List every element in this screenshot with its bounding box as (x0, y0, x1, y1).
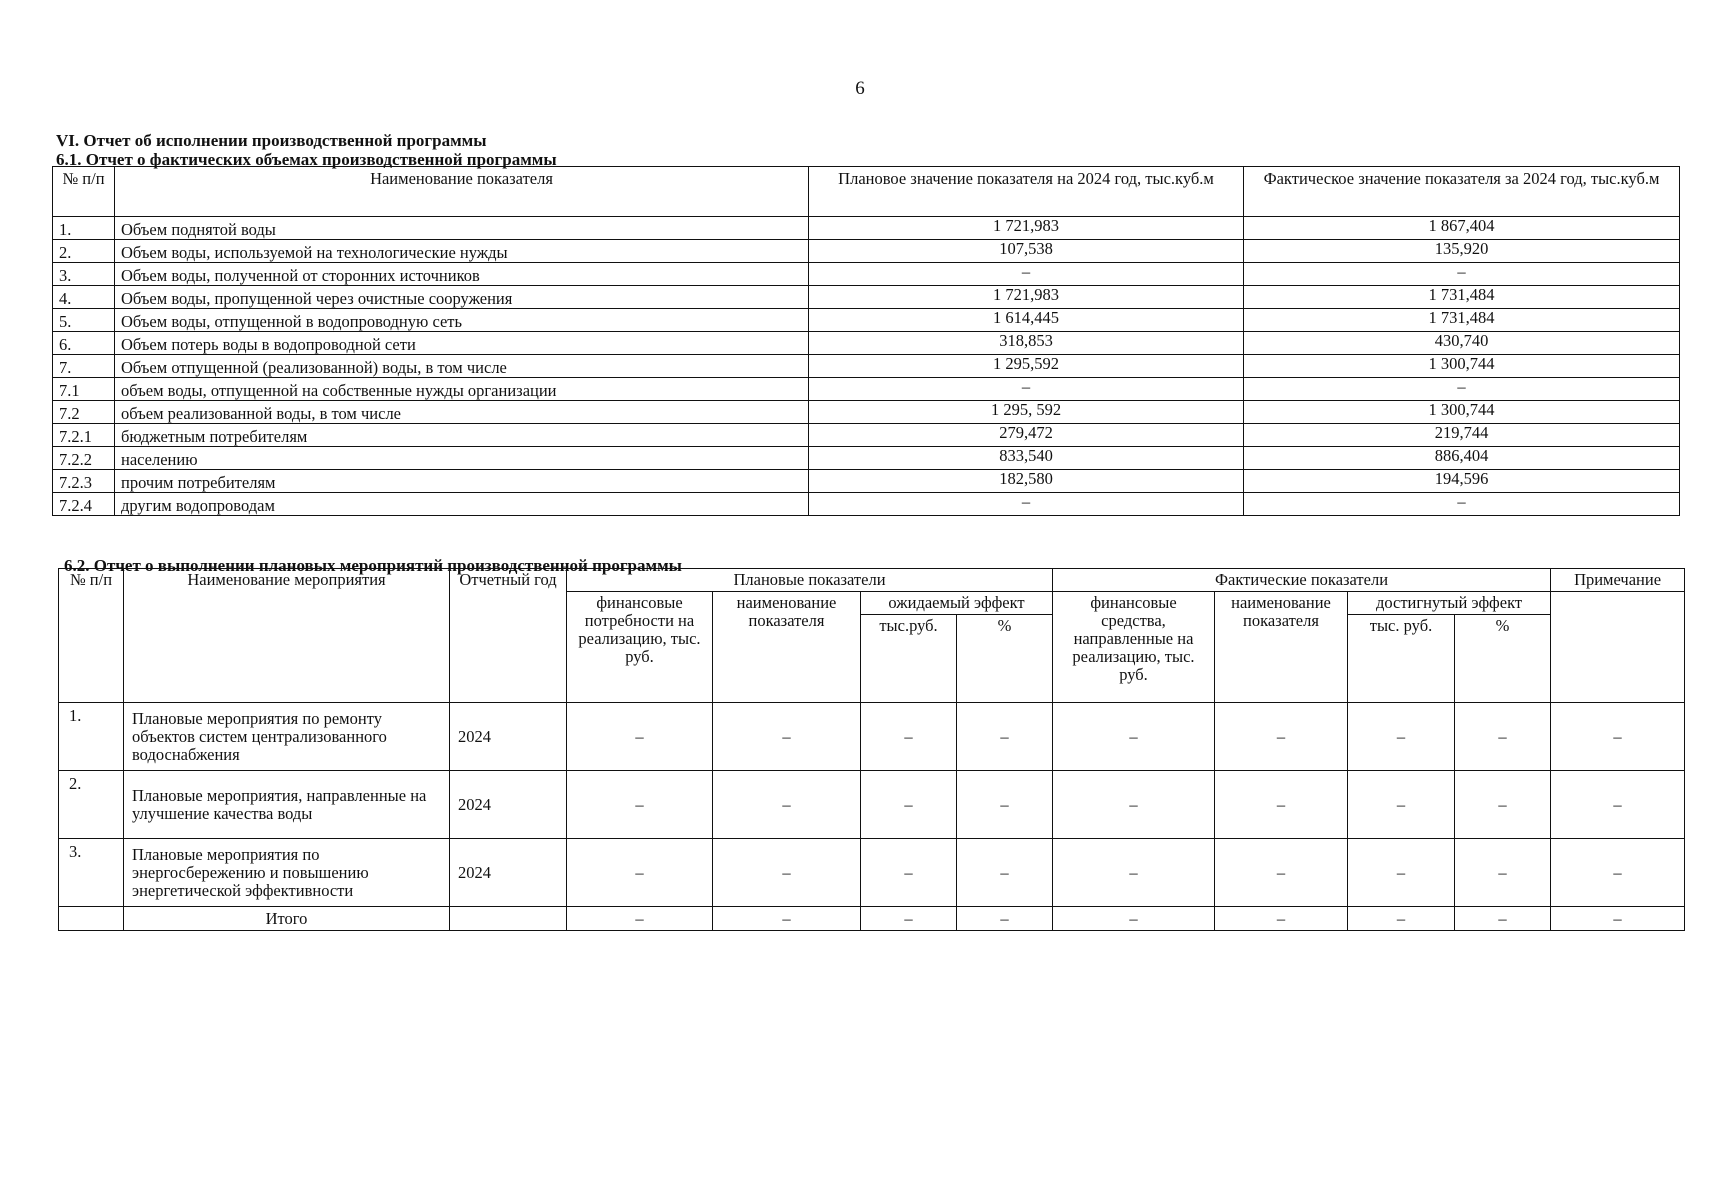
plan-fin-cell: – (567, 771, 713, 839)
header-fact-effect-rub: тыс. руб. (1348, 615, 1455, 703)
fact-value: – (1244, 493, 1680, 516)
plan-value: 182,580 (809, 470, 1244, 493)
row-num: 7.2.3 (53, 470, 115, 493)
header-plan-effect: ожидаемый эффект (861, 592, 1053, 615)
row-num: 6. (53, 332, 115, 355)
header-indicator-name: Наименование показателя (115, 167, 809, 217)
row-num: 7.2 (53, 401, 115, 424)
measure-name: Плановые мероприятия по энергосбережению и повышению энергетической эффективности (124, 839, 450, 907)
plan-value: 279,472 (809, 424, 1244, 447)
indicator-name: Объем воды, используемой на технологические нужды (115, 240, 809, 263)
table-row (53, 217, 1680, 240)
fact-fin-cell: – (1053, 703, 1215, 771)
total-plan-indicator-cell: – (713, 907, 861, 931)
fact-fin-cell: – (1053, 839, 1215, 907)
plan-effect-rub-cell: – (861, 771, 957, 839)
header-num: № п/п (53, 167, 115, 217)
fact-value: 219,744 (1244, 424, 1680, 447)
fact-indicator-cell: – (1215, 839, 1348, 907)
total-num-empty (59, 907, 124, 931)
indicator-name: Объем воды, отпущенной в водопроводную сеть (115, 309, 809, 332)
row-num: 2. (59, 771, 124, 839)
note-cell: – (1551, 703, 1685, 771)
total-fact-indicator-cell: – (1215, 907, 1348, 931)
row-num: 1. (53, 217, 115, 240)
table-row (59, 703, 1685, 771)
report-year: 2024 (450, 771, 567, 839)
subsection-1-title: 6.1. Отчет о фактических объемах производственной программы (56, 150, 557, 169)
table-row (53, 401, 1680, 424)
fact-effect-pct-cell: – (1455, 839, 1551, 907)
header-fact-effect: достигнутый эффект (1348, 592, 1551, 615)
fact-effect-rub-cell: – (1348, 771, 1455, 839)
note-cell: – (1551, 771, 1685, 839)
plan-value: 107,538 (809, 240, 1244, 263)
plan-effect-rub-cell: – (861, 839, 957, 907)
row-num: 2. (53, 240, 115, 263)
indicator-name: Объем воды, пропущенной через очистные сооружения (115, 286, 809, 309)
plan-effect-pct-cell: – (957, 839, 1053, 907)
header-plan-effect-rub: тыс.руб. (861, 615, 957, 703)
row-num: 7.2.4 (53, 493, 115, 516)
fact-effect-pct-cell: – (1455, 703, 1551, 771)
indicator-name: объем воды, отпущенной на собственные нужды организации (115, 378, 809, 401)
header-plan-group: Плановые показатели (567, 569, 1053, 592)
fact-value: 1 731,484 (1244, 309, 1680, 332)
indicator-name: Объем потерь воды в водопроводной сети (115, 332, 809, 355)
fact-value: – (1244, 378, 1680, 401)
plan-value: – (809, 378, 1244, 401)
indicator-name: Объем воды, полученной от сторонних источников (115, 263, 809, 286)
plan-fin-cell: – (567, 703, 713, 771)
indicator-name: населению (115, 447, 809, 470)
header-fact-group: Фактические показатели (1053, 569, 1551, 592)
fact-value: 194,596 (1244, 470, 1680, 493)
note-cell: – (1551, 839, 1685, 907)
fact-value: 1 300,744 (1244, 355, 1680, 378)
plan-effect-rub-cell: – (861, 703, 957, 771)
table-row (53, 240, 1680, 263)
plan-value: 833,540 (809, 447, 1244, 470)
table-row (53, 424, 1680, 447)
report-year: 2024 (450, 703, 567, 771)
fact-indicator-cell: – (1215, 703, 1348, 771)
header-note-empty (1551, 592, 1685, 703)
table-row (53, 263, 1680, 286)
table-row (53, 447, 1680, 470)
total-fact-effect-pct-cell: – (1455, 907, 1551, 931)
production-volumes-table (52, 166, 1680, 516)
header-note: Примечание (1551, 569, 1685, 592)
plan-effect-pct-cell: – (957, 703, 1053, 771)
total-row (59, 907, 1685, 931)
plan-value: 1 295,592 (809, 355, 1244, 378)
plan-effect-pct-cell: – (957, 771, 1053, 839)
row-num: 5. (53, 309, 115, 332)
table-row (53, 378, 1680, 401)
fact-indicator-cell: – (1215, 771, 1348, 839)
header-num: № п/п (59, 569, 124, 703)
header-report-year: Отчетный год (450, 569, 567, 703)
plan-value: 1 721,983 (809, 286, 1244, 309)
plan-value: 1 721,983 (809, 217, 1244, 240)
table-row (53, 332, 1680, 355)
fact-value: 135,920 (1244, 240, 1680, 263)
header-measure-name: Наименование мероприятия (124, 569, 450, 703)
indicator-name: Объем поднятой воды (115, 217, 809, 240)
fact-fin-cell: – (1053, 771, 1215, 839)
table-row (53, 309, 1680, 332)
plan-value: 318,853 (809, 332, 1244, 355)
total-plan-effect-pct-cell: – (957, 907, 1053, 931)
section-title: VI. Отчет об исполнении производственной программы (56, 131, 487, 150)
fact-effect-pct-cell: – (1455, 771, 1551, 839)
total-fact-effect-rub-cell: – (1348, 907, 1455, 931)
fact-value: 430,740 (1244, 332, 1680, 355)
indicator-name: Объем отпущенной (реализованной) воды, в том числе (115, 355, 809, 378)
plan-value: 1 614,445 (809, 309, 1244, 332)
fact-value: 1 300,744 (1244, 401, 1680, 424)
fact-value: 1 731,484 (1244, 286, 1680, 309)
fact-effect-rub-cell: – (1348, 839, 1455, 907)
header-plan-effect-pct: % (957, 615, 1053, 703)
table-row (53, 355, 1680, 378)
indicator-name: бюджетным потребителям (115, 424, 809, 447)
plan-value: – (809, 263, 1244, 286)
table-row (53, 286, 1680, 309)
header-fact-effect-pct: % (1455, 615, 1551, 703)
row-num: 7. (53, 355, 115, 378)
header-plan-value: Плановое значение показателя на 2024 год, тыс.куб.м (809, 167, 1244, 217)
header-plan-indicator: наименование показателя (713, 592, 861, 703)
table-row (59, 771, 1685, 839)
subsection-2-title: 6.2. Отчет о выполнении плановых мероприятий производственной программы (64, 556, 682, 575)
table-row (53, 470, 1680, 493)
fact-value: 1 867,404 (1244, 217, 1680, 240)
planned-measures-table (58, 568, 1685, 931)
page-number: 6 (855, 78, 865, 99)
header-fact-value: Фактическое значение показателя за 2024 год, тыс.куб.м (1244, 167, 1680, 217)
report-year: 2024 (450, 839, 567, 907)
row-num: 3. (53, 263, 115, 286)
header-plan-fin: финансовые потребности на реализацию, тыс. руб. (567, 592, 713, 703)
indicator-name: другим водопроводам (115, 493, 809, 516)
indicator-name: объем реализованной воды, в том числе (115, 401, 809, 424)
total-year-empty (450, 907, 567, 931)
table-row (53, 493, 1680, 516)
row-num: 4. (53, 286, 115, 309)
header-fact-indicator: наименование показателя (1215, 592, 1348, 703)
plan-value: – (809, 493, 1244, 516)
plan-value: 1 295, 592 (809, 401, 1244, 424)
total-note-cell: – (1551, 907, 1685, 931)
total-label: Итого (124, 907, 450, 931)
total-fact-fin-cell: – (1053, 907, 1215, 931)
fact-value: 886,404 (1244, 447, 1680, 470)
plan-indicator-cell: – (713, 839, 861, 907)
total-plan-effect-rub-cell: – (861, 907, 957, 931)
header-fact-fin: финансовые средства, направленные на реализацию, тыс. руб. (1053, 592, 1215, 703)
row-num: 1. (59, 703, 124, 771)
row-num: 7.2.2 (53, 447, 115, 470)
plan-indicator-cell: – (713, 771, 861, 839)
row-num: 3. (59, 839, 124, 907)
indicator-name: прочим потребителям (115, 470, 809, 493)
row-num: 7.1 (53, 378, 115, 401)
row-num: 7.2.1 (53, 424, 115, 447)
plan-fin-cell: – (567, 839, 713, 907)
measure-name: Плановые мероприятия по ремонту объектов систем централизованного водоснабжения (124, 703, 450, 771)
plan-indicator-cell: – (713, 703, 861, 771)
fact-effect-rub-cell: – (1348, 703, 1455, 771)
fact-value: – (1244, 263, 1680, 286)
total-plan-fin-cell: – (567, 907, 713, 931)
measure-name: Плановые мероприятия, направленные на улучшение качества воды (124, 771, 450, 839)
table-row (59, 839, 1685, 907)
